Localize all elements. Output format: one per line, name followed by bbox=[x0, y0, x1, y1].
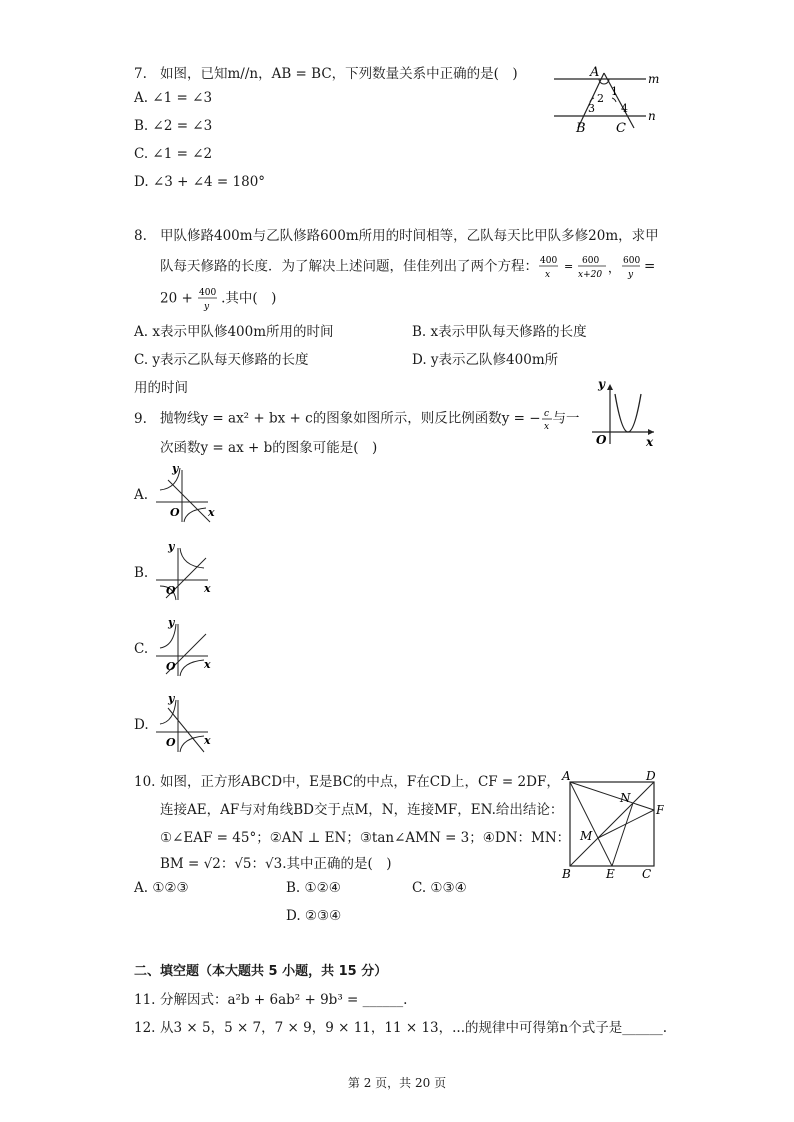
axis-x: x bbox=[646, 435, 654, 448]
q11 bbox=[134, 988, 407, 1008]
q10-option-a: A. ①②③ bbox=[134, 880, 189, 896]
q10-line1: 10. 如图，正方形ABCD中，E是BC的中点，F在CD上，CF = 2DF， bbox=[134, 774, 560, 790]
svg-text:y: y bbox=[168, 692, 175, 705]
svg-text:x: x bbox=[204, 734, 211, 747]
q11-number: 11. bbox=[134, 992, 156, 1008]
q7-option-c: C. ∠1 = ∠2 bbox=[134, 146, 213, 162]
label-B: B bbox=[562, 867, 571, 880]
svg-text:x: x bbox=[543, 422, 549, 432]
svg-text:y: y bbox=[168, 616, 175, 629]
q10-line4: BM = √2：√5：√3.其中正确的是( ) bbox=[160, 856, 392, 872]
q7-figure bbox=[548, 62, 664, 138]
svg-text:c: c bbox=[543, 409, 549, 419]
q9-parabola-figure bbox=[588, 374, 664, 448]
q12 bbox=[134, 1016, 667, 1036]
q9-option-d-label: D. bbox=[134, 717, 149, 733]
q11-text: 分解因式：a²b + 6ab² + 9b³ = ______. bbox=[160, 992, 408, 1008]
svg-text:，: ， bbox=[608, 261, 621, 275]
q10-square-figure bbox=[558, 768, 664, 880]
label-C: C bbox=[616, 121, 626, 136]
q7-option-a: A. ∠1 = ∠3 bbox=[134, 90, 213, 106]
svg-text:x: x bbox=[545, 270, 551, 280]
label-A: A bbox=[562, 769, 571, 783]
q7-option-b: B. ∠2 = ∠3 bbox=[134, 118, 213, 134]
q9-line1: 9. 抛物线y = ax² + bx + c的图象如图所示，则反比例函数y = − c x 与一 bbox=[134, 406, 580, 432]
q8-line1: 8. 甲队修路400m与乙队修路600m所用的时间相等，乙队每天比甲队多修20m，求甲 bbox=[134, 228, 659, 244]
q8-option-a: A. x表示甲队修400m所用的时间 bbox=[134, 324, 334, 340]
q10-number: 10. bbox=[134, 774, 156, 790]
label-E: E bbox=[606, 867, 615, 880]
axis-y: y bbox=[598, 377, 605, 391]
q10-option-d: D. ②③④ bbox=[286, 908, 342, 924]
q7-number: 7. bbox=[134, 66, 147, 82]
label-M: M bbox=[580, 829, 593, 843]
svg-text:y: y bbox=[628, 270, 634, 280]
q8-option-b: B. x表示甲队每天修路的长度 bbox=[412, 324, 587, 340]
q10-line3: ①∠EAF = 45°；②AN ⊥ EN；③tan∠AMN = 3；④DN：MN： bbox=[160, 830, 571, 846]
diagonal-bd bbox=[570, 782, 654, 866]
q7-option-d: D. ∠3 + ∠4 = 180° bbox=[134, 174, 266, 190]
svg-text:y: y bbox=[168, 540, 175, 553]
q8-equation-1 bbox=[538, 252, 644, 282]
q7-text: 如图，已知m//n，AB = BC，下列数量关系中正确的是( ) bbox=[160, 66, 518, 82]
section-2-title: 二、填空题（本大题共 5 小题，共 15 分） bbox=[134, 964, 388, 979]
page-footer: 第 2 页，共 20 页 bbox=[347, 1076, 447, 1090]
svg-text:x: x bbox=[204, 658, 211, 671]
label-angle-1: 1 bbox=[611, 85, 618, 98]
label-B: B bbox=[576, 121, 586, 136]
q10-line2: 连接AE，AF与对角线BD交于点M，N，连接MF，EN.给出结论： bbox=[160, 802, 564, 818]
svg-text:x+20: x+20 bbox=[578, 270, 603, 280]
label-F: F bbox=[656, 803, 664, 817]
q12-number: 12. bbox=[134, 1020, 156, 1036]
svg-text:600: 600 bbox=[582, 256, 600, 266]
label-n: n bbox=[648, 109, 656, 123]
label-m: m bbox=[648, 72, 660, 86]
svg-text:y: y bbox=[172, 462, 179, 475]
q9-option-b-label: B. bbox=[134, 565, 149, 581]
q8-option-d: D. y表示乙队修400m所 bbox=[412, 352, 559, 368]
svg-text:O: O bbox=[166, 660, 176, 673]
q8-number: 8. bbox=[134, 228, 147, 244]
svg-text:x: x bbox=[204, 582, 211, 595]
svg-text:=: = bbox=[564, 260, 574, 273]
segment-af bbox=[570, 782, 654, 810]
label-D: D bbox=[646, 769, 656, 783]
svg-text:O: O bbox=[166, 584, 176, 597]
q9-option-d-graph bbox=[152, 690, 218, 756]
q9-option-c-graph bbox=[152, 614, 218, 680]
q9-option-c-label: C. bbox=[134, 641, 149, 657]
svg-text:600: 600 bbox=[623, 256, 641, 266]
q12-text: 从3 × 5，5 × 7，7 × 9，9 × 11，11 × 13，...的规律中可得第n个式子是______. bbox=[160, 1020, 667, 1036]
label-angle-2: 2 bbox=[597, 92, 604, 105]
q8-line2: 队每天修路的长度．为了解决上述问题，佳佳列出了两个方程： 400 x = 600 x+20 ， 600 y = bbox=[160, 252, 655, 282]
q8-option-d-wrap: 用的时间 bbox=[134, 380, 188, 396]
q8-option-c: C. y表示乙队每天修路的长度 bbox=[134, 352, 309, 368]
segment-ae bbox=[570, 782, 612, 866]
svg-text:400: 400 bbox=[199, 288, 217, 298]
svg-text:400: 400 bbox=[540, 256, 558, 266]
q9-option-a-graph bbox=[152, 460, 218, 526]
label-C: C bbox=[642, 867, 652, 880]
svg-text:O: O bbox=[170, 506, 180, 519]
q9-option-b-graph bbox=[152, 538, 218, 604]
label-A: A bbox=[590, 65, 600, 80]
label-angle-3: 3 bbox=[588, 102, 595, 115]
q8-equation-2 bbox=[197, 284, 221, 314]
q8-line3: 20 + 400 y .其中( ) bbox=[160, 284, 276, 314]
q9-number: 9. bbox=[134, 410, 147, 427]
q9-fraction bbox=[541, 406, 553, 432]
q9-option-a-label: A. bbox=[134, 487, 149, 503]
label-N: N bbox=[620, 791, 631, 805]
q10-option-b: B. ①②④ bbox=[286, 880, 341, 896]
svg-text:O: O bbox=[166, 736, 176, 749]
q7-stem bbox=[134, 62, 518, 82]
svg-text:x: x bbox=[208, 506, 215, 519]
origin: O bbox=[596, 433, 607, 447]
label-angle-4: 4 bbox=[621, 102, 628, 115]
segment-en bbox=[612, 803, 633, 866]
q10-option-c: C. ①③④ bbox=[412, 880, 467, 896]
q9-line2: 次函数y = ax + b的图象可能是( ) bbox=[160, 440, 378, 456]
svg-text:y: y bbox=[204, 302, 210, 312]
